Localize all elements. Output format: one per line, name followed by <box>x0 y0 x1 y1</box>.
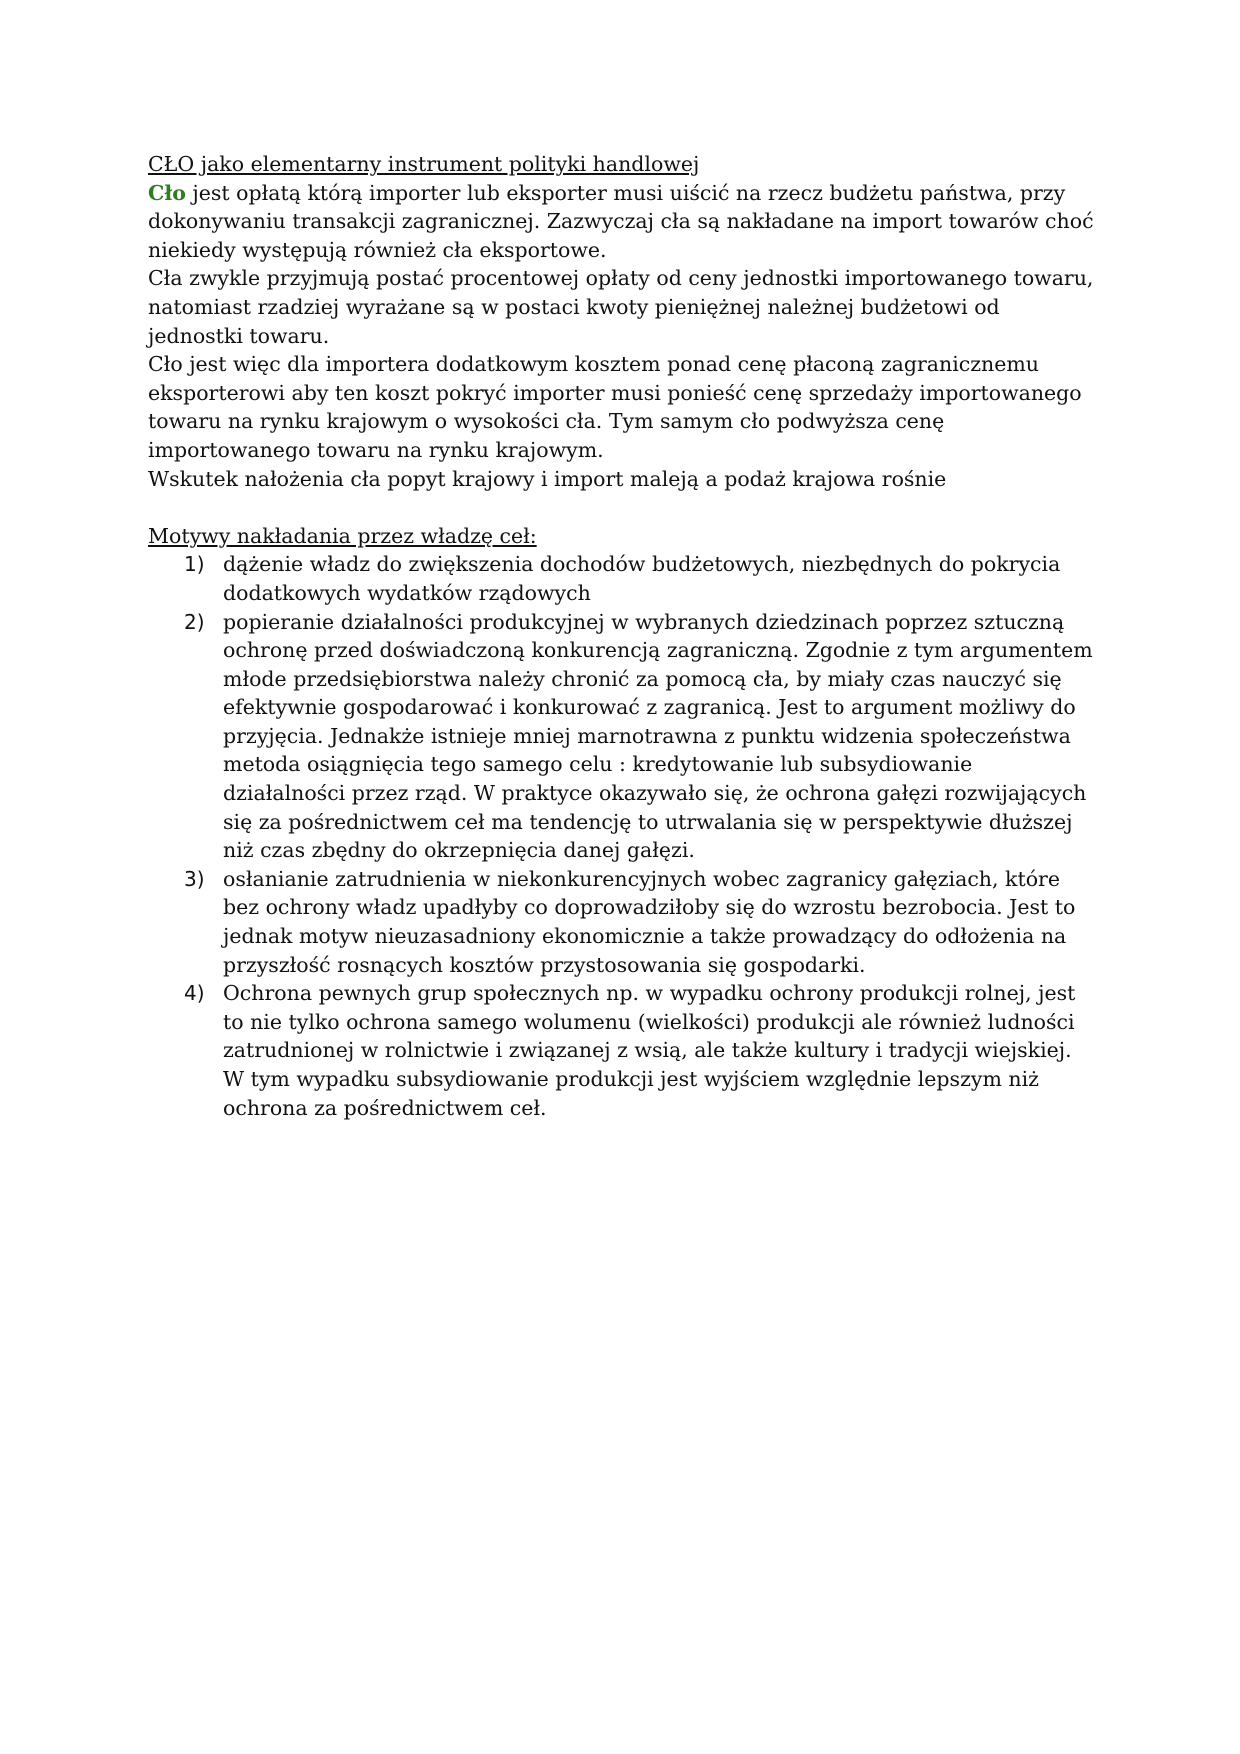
list-item-text: popieranie działalności produkcyjnej w wybranych dziedzinach poprzez sztuczną ochronę przed doświadczoną konkurencją zagraniczną. Zgodnie z tym argumentem młode przedsiębiorstwa należy chronić za pomocą cła, by miały czas nauczyć się efektywnie gospodarować i konkurować z zagranicą. Jest to argument możliwy do przyjęcia. Jednakże istnieje mniej marnotrawna z punktu widzenia społeczeństwa metoda osiągnięcia tego samego celu : kredytowanie lub subsydiowanie działalności przez rząd. W praktyce okazywało się, że ochrona gałęzi rozwijających się za pośrednictwem ceł ma tendencję to utrwalania się w perspektywie dłuższej niż czas zbędny do okrzepnięcia danej gałęzi. <box>223 609 1093 863</box>
document-title: CŁO jako elementarny instrument polityki handlowej <box>148 152 700 176</box>
paragraph-tariff-form: Cła zwykle przyjmują postać procentowej opłaty od ceny jednostki importowanego towaru, natomiast rzadziej wyrażane są w postaci kwoty pieniężnej należnej budżetowi od jednostki towaru. <box>148 266 1094 348</box>
intro-definition: jest opłatą którą importer lub eksporter musi uiścić na rzecz budżetu państwa, przy dokonywaniu transakcji zagranicznej. Zazwyczaj cła są nakładane na import towarów choć niekiedy występują również cła eksportowe. <box>148 180 1094 262</box>
highlighted-term: Cło <box>148 180 186 205</box>
paragraph-importer-cost: Cło jest więc dla importera dodatkowym kosztem ponad cenę płaconą zagranicznemu eksporterowi aby ten koszt pokryć importer musi ponieść cenę sprzedaży importowanego towaru na rynku krajowym o wysokości cła. Tym samym cło podwyższa cenę importowanego towaru na rynku krajowym. <box>148 352 1082 462</box>
paragraph-effects: Wskutek nałożenia cła popyt krajowy i import maleją a podaż krajowa rośnie <box>148 466 947 491</box>
list-item-text: osłanianie zatrudnienia w niekonkurencyjnych wobec zagranicy gałęziach, które bez ochrony władz upadłyby co doprowadziłoby się do wzrostu bezrobocia. Jest to jednak motyw nieuzasadniony ekonomicznie a także prowadzący do odłożenia na przyszłość rosnących kosztów przystosowania się gospodarki. <box>223 866 1076 977</box>
list-item <box>148 550 1098 607</box>
document-page <box>148 150 1098 1122</box>
intro-paragraph <box>148 179 1098 265</box>
list-item-text: dążenie władz do zwiększenia dochodów budżetowych, niezbędnych do pokrycia dodatkowych wydatków rządowych <box>223 552 1061 605</box>
motives-list <box>148 550 1098 1122</box>
list-item-text: Ochrona pewnych grup społecznych np. w wypadku ochrony produkcji rolnej, jest to nie tylko ochrona samego wolumenu (wielkości) produkcji ale również ludności zatrudnionej w rolnictwie i związanej z wsią, ale także kultury i tradycji wiejskiej. W tym wypadku subsydiowanie produkcji jest wyjściem względnie lepszym niż ochrona za pośrednictwem ceł. <box>223 981 1076 1120</box>
list-item <box>148 865 1098 979</box>
list-item-number: 2) <box>184 609 205 634</box>
motives-heading: Motywy nakładania przez władzę ceł: <box>148 523 537 548</box>
list-item-number: 1) <box>184 552 205 577</box>
list-item <box>148 608 1098 865</box>
list-item-number: 3) <box>184 866 205 891</box>
paragraph-spacer <box>148 493 1098 522</box>
list-item <box>148 979 1098 1122</box>
list-item-number: 4) <box>184 981 205 1006</box>
